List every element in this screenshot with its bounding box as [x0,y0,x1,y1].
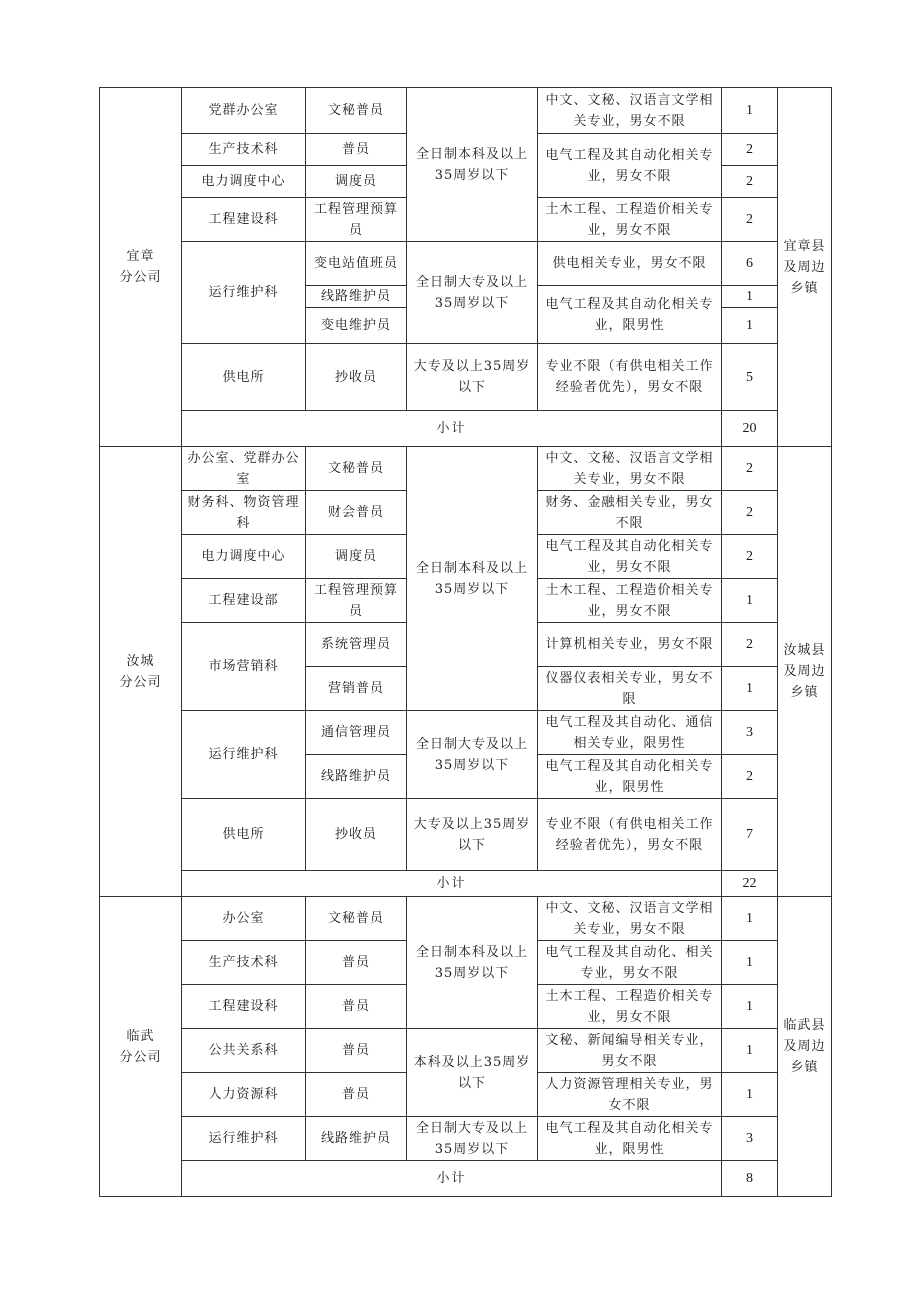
table-row [100,88,832,134]
department-cell: 运行维护科 [182,1117,306,1161]
requirement-cell: 中文、文秘、汉语言文学相关专业，男女不限 [538,897,722,941]
table-row [100,897,832,941]
company-cell [100,88,182,447]
post-cell: 营销普员 [306,667,407,711]
count-cell: 2 [722,755,778,799]
post-cell: 系统管理员 [306,623,407,667]
department-cell: 电力调度中心 [182,166,306,198]
post-cell: 普员 [306,1029,407,1073]
requirement-cell: 电气工程及其自动化相关专业，男女不限 [538,535,722,579]
education-cell: 全日制大专及以上35周岁以下 [407,242,538,344]
requirement-cell: 电气工程及其自动化、通信相关专业，限男性 [538,711,722,755]
requirement-cell: 土木工程、工程造价相关专业，男女不限 [538,579,722,623]
count-cell: 2 [722,491,778,535]
count-cell: 6 [722,242,778,286]
requirement-cell: 人力资源管理相关专业，男女不限 [538,1073,722,1117]
education-cell: 全日制大专及以上35周岁以下 [407,711,538,799]
subtotal-label: 小计 [182,1161,722,1197]
company-name: 宜章 [126,249,155,264]
post-cell: 变电维护员 [306,308,407,344]
table-row [100,344,832,411]
department-cell: 生产技术科 [182,134,306,166]
department-cell: 电力调度中心 [182,535,306,579]
table-row [100,1029,832,1073]
region-cell: 汝城县及周边乡镇 [778,447,832,897]
requirement-cell: 电气工程及其自动化相关专业，限男性 [538,1117,722,1161]
count-cell: 1 [722,1073,778,1117]
education-cell: 大专及以上35周岁以下 [407,344,538,411]
count-cell: 1 [722,941,778,985]
recruitment-table [99,87,832,1197]
subtotal-value: 8 [722,1161,778,1197]
education-cell: 本科及以上35周岁以下 [407,1029,538,1117]
count-cell: 1 [722,897,778,941]
requirement-cell: 中文、文秘、汉语言文学相关专业，男女不限 [538,447,722,491]
count-cell: 1 [722,985,778,1029]
region-cell: 宜章县及周边乡镇 [778,88,832,447]
post-cell: 文秘普员 [306,897,407,941]
post-cell: 工程管理预算员 [306,579,407,623]
department-cell: 财务科、物资管理科 [182,491,306,535]
post-cell: 文秘普员 [306,447,407,491]
requirement-cell: 电气工程及其自动化、相关专业，男女不限 [538,941,722,985]
subtotal-label: 小计 [182,411,722,447]
post-cell: 普员 [306,1073,407,1117]
post-cell: 普员 [306,941,407,985]
education-cell: 大专及以上35周岁以下 [407,799,538,871]
post-cell: 普员 [306,985,407,1029]
education-cell: 全日制本科及以上35周岁以下 [407,88,538,242]
subtotal-value: 20 [722,411,778,447]
count-cell: 7 [722,799,778,871]
table-row [100,711,832,755]
requirement-cell: 电气工程及其自动化相关专业，限男性 [538,755,722,799]
department-cell: 党群办公室 [182,88,306,134]
count-cell: 3 [722,711,778,755]
post-cell: 通信管理员 [306,711,407,755]
department-cell: 供电所 [182,344,306,411]
count-cell: 1 [722,667,778,711]
post-cell: 变电站值班员 [306,242,407,286]
post-cell: 线路维护员 [306,1117,407,1161]
post-cell: 普员 [306,134,407,166]
department-cell: 生产技术科 [182,941,306,985]
requirement-cell: 电气工程及其自动化相关专业，限男性 [538,286,722,344]
company-suffix: 分公司 [119,1049,162,1065]
education-cell: 全日制本科及以上35周岁以下 [407,897,538,1029]
post-cell: 财会普员 [306,491,407,535]
subtotal-row [100,871,832,897]
count-cell: 1 [722,88,778,134]
department-cell: 办公室、党群办公室 [182,447,306,491]
post-cell: 抄收员 [306,799,407,871]
table-row [100,447,832,491]
count-cell: 2 [722,535,778,579]
count-cell: 2 [722,198,778,242]
department-cell: 工程建设科 [182,198,306,242]
table-row [100,242,832,286]
requirement-cell: 专业不限（有供电相关工作经验者优先），男女不限 [538,799,722,871]
department-cell: 办公室 [182,897,306,941]
department-cell: 市场营销科 [182,623,306,711]
count-cell: 2 [722,134,778,166]
count-cell: 1 [722,308,778,344]
requirement-cell: 计算机相关专业，男女不限 [538,623,722,667]
post-cell: 文秘普员 [306,88,407,134]
company-name: 临武 [126,1028,155,1044]
requirement-cell: 专业不限（有供电相关工作经验者优先），男女不限 [538,344,722,411]
post-cell: 线路维护员 [306,755,407,799]
requirement-cell: 财务、金融相关专业，男女不限 [538,491,722,535]
count-cell: 2 [722,166,778,198]
requirement-cell: 土木工程、工程造价相关专业，男女不限 [538,985,722,1029]
education-cell: 全日制本科及以上35周岁以下 [407,447,538,711]
post-cell: 调度员 [306,535,407,579]
company-cell [100,447,182,897]
requirement-cell: 供电相关专业，男女不限 [538,242,722,286]
department-cell: 运行维护科 [182,711,306,799]
post-cell: 抄收员 [306,344,407,411]
region-cell: 临武县及周边乡镇 [778,897,832,1197]
department-cell: 工程建设部 [182,579,306,623]
subtotal-row [100,411,832,447]
requirement-cell: 仪器仪表相关专业，男女不限 [538,667,722,711]
department-cell: 人力资源科 [182,1073,306,1117]
subtotal-value: 22 [722,871,778,897]
requirement-cell: 土木工程、工程造价相关专业，男女不限 [538,198,722,242]
count-cell: 1 [722,286,778,308]
table-row [100,799,832,871]
count-cell: 5 [722,344,778,411]
requirement-cell: 文秘、新闻编导相关专业，男女不限 [538,1029,722,1073]
post-cell: 调度员 [306,166,407,198]
count-cell: 1 [722,1029,778,1073]
company-suffix: 分公司 [119,674,162,690]
count-cell: 2 [722,447,778,491]
department-cell: 供电所 [182,799,306,871]
count-cell: 2 [722,623,778,667]
requirement-cell: 中文、文秘、汉语言文学相关专业，男女不限 [538,88,722,134]
department-cell: 工程建设科 [182,985,306,1029]
company-suffix: 分公司 [119,270,162,285]
company-cell [100,897,182,1197]
count-cell: 3 [722,1117,778,1161]
company-name: 汝城 [126,653,155,669]
department-cell: 公共关系科 [182,1029,306,1073]
post-cell: 线路维护员 [306,286,407,308]
post-cell: 工程管理预算员 [306,198,407,242]
department-cell: 运行维护科 [182,242,306,344]
education-cell: 全日制大专及以上35周岁以下 [407,1117,538,1161]
table-row [100,1117,832,1161]
subtotal-row [100,1161,832,1197]
subtotal-label: 小计 [182,871,722,897]
count-cell: 1 [722,579,778,623]
requirement-cell: 电气工程及其自动化相关专业，男女不限 [538,134,722,198]
